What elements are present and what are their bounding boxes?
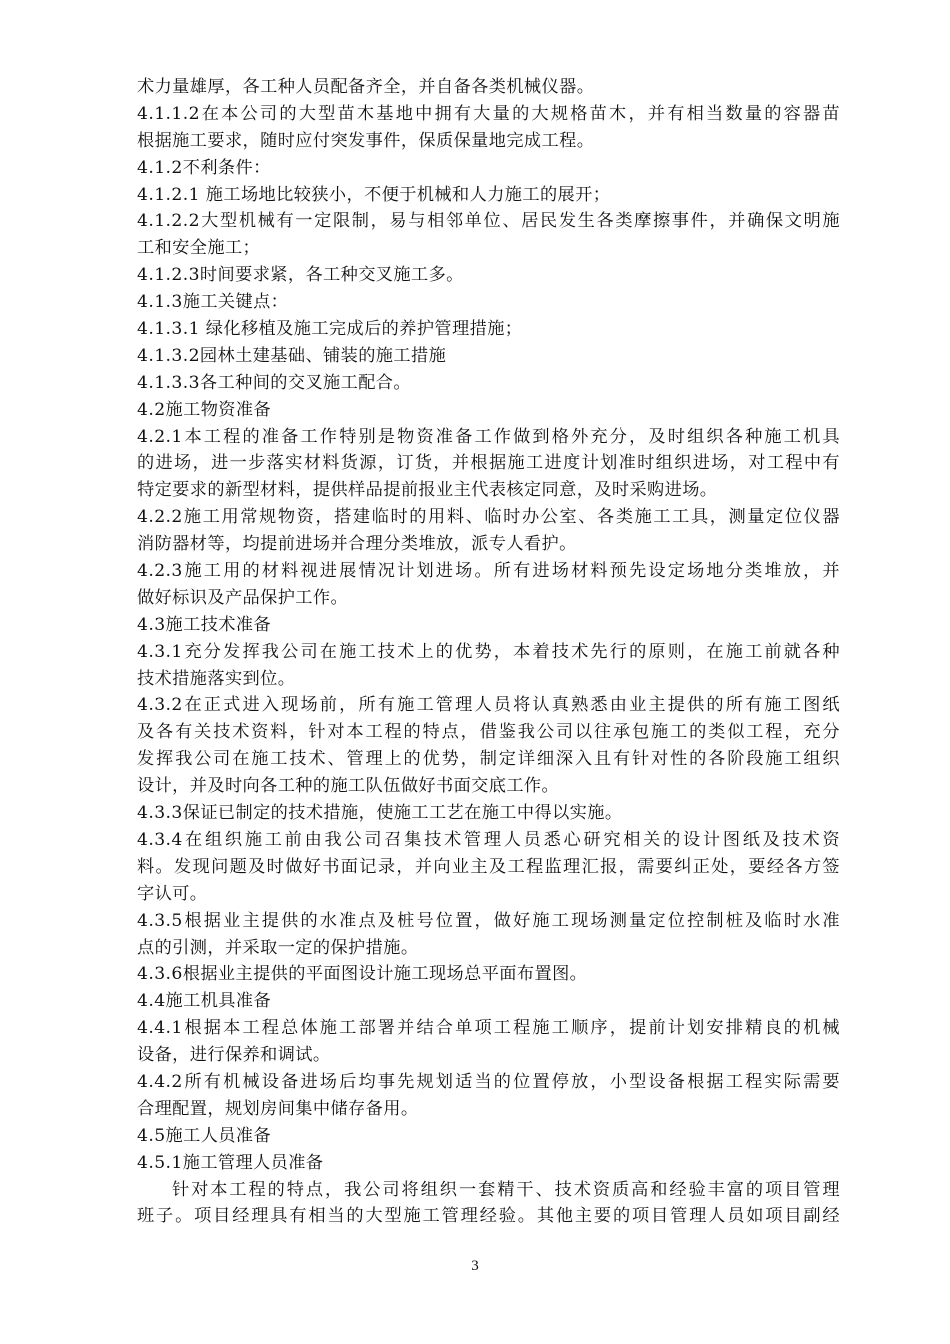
text-line: 4.1.3.3各工种间的交叉施工配合。 xyxy=(137,372,411,393)
text-line: 4.1.2.1 施工场地比较狭小，不便于机械和人力施工的展开； xyxy=(137,184,611,205)
text-line: 做好标识及产品保护工作。 xyxy=(137,587,349,608)
text-line: 班子。项目经理具有相当的大型施工管理经验。其他主要的项目管理人员如项目副经 xyxy=(137,1206,840,1227)
text-line: 4.3.2在正式进入现场前，所有施工管理人员将认真熟悉由业主提供的所有施工图纸 xyxy=(137,695,840,716)
text-line: 4.1.2.2大型机械有一定限制，易与相邻单位、居民发生各类摩擦事件，并确保文明施 xyxy=(137,211,840,232)
document-body xyxy=(137,74,840,1230)
text-line: 的进场，进一步落实材料货源，订货，并根据施工进度计划准时组织进场，对工程中有 xyxy=(137,453,840,474)
section-heading: 4.1.2不利条件： xyxy=(137,157,271,178)
text-line: 料。发现问题及时做好书面记录，并向业主及工程监理汇报，需要纠正处，要经各方签 xyxy=(137,856,840,877)
text-line: 4.3.5根据业主提供的水准点及桩号位置，做好施工现场测量定位控制桩及临时水准 xyxy=(137,910,840,931)
text-line: 4.4.2所有机械设备进场后均事先规划适当的位置停放，小型设备根据工程实际需要 xyxy=(137,1071,840,1092)
text-line: 点的引测，并采取一定的保护措施。 xyxy=(137,937,419,958)
text-line: 工和安全施工； xyxy=(137,238,261,259)
text-line: 及各有关技术资料，针对本工程的特点，借鉴我公司以往承包施工的类似工程，充分 xyxy=(137,722,840,743)
section-heading: 4.1.3施工关键点： xyxy=(137,292,289,313)
text-line: 4.3.3保证已制定的技术措施，使施工工艺在施工中得以实施。 xyxy=(137,803,623,824)
text-line: 合理配置，规划房间集中储存备用。 xyxy=(137,1098,419,1119)
text-line: 设计，并及时向各工种的施工队伍做好书面交底工作。 xyxy=(137,776,560,797)
text-line: 术力量雄厚，各工种人员配备齐全，并自备各类机械仪器。 xyxy=(137,77,595,97)
text-line: 4.2.3施工用的材料视进展情况计划进场。所有进场材料预先设定场地分类堆放，并 xyxy=(137,561,840,582)
text-line: 4.1.1.2在本公司的大型苗木基地中拥有大量的大规格苗木，并有相当数量的容器苗 xyxy=(137,103,840,124)
text-line: 4.3.1充分发挥我公司在施工技术上的优势，本着技术先行的原则，在施工前就各种 xyxy=(137,641,840,662)
text-line: 字认可。 xyxy=(137,883,208,904)
text-line: 特定要求的新型材料，提供样品提前报业主代表核定同意，及时采购进场。 xyxy=(137,480,718,501)
text-line: 设备，进行保养和调试。 xyxy=(137,1045,331,1066)
section-heading: 4.4施工机具准备 xyxy=(137,991,272,1012)
text-line: 4.2.1本工程的准备工作特别是物资准备工作做到格外充分，及时组织各种施工机具 xyxy=(137,426,840,447)
section-heading: 4.2施工物资准备 xyxy=(137,399,272,420)
paragraph-first-line: 针对本工程的特点，我公司将组织一套精干、技术资质高和经验丰富的项目管理 xyxy=(172,1179,840,1200)
text-line: 4.1.3.1 绿化移植及施工完成后的养护管理措施； xyxy=(137,319,523,340)
text-line: 4.4.1根据本工程总体施工部署并结合单项工程施工顺序，提前计划安排精良的机械 xyxy=(137,1018,840,1039)
text-line: 消防器材等，均提前进场并合理分类堆放，派专人看护。 xyxy=(137,534,577,555)
text-line: 4.3.4在组织施工前由我公司召集技术管理人员悉心研究相关的设计图纸及技术资 xyxy=(137,829,840,850)
text-line: 发挥我公司在施工技术、管理上的优势，制定详细深入且有针对性的各阶段施工组织 xyxy=(137,749,840,770)
text-line: 根据施工要求，随时应付突发事件，保质保量地完成工程。 xyxy=(137,130,595,151)
section-heading: 4.5.1施工管理人员准备 xyxy=(137,1152,324,1173)
page-number: 3 xyxy=(471,1258,479,1274)
text-line: 4.1.2.3时间要求紧，各工种交叉施工多。 xyxy=(137,265,464,286)
section-heading: 4.5施工人员准备 xyxy=(137,1125,272,1146)
section-heading: 4.3施工技术准备 xyxy=(137,614,272,635)
text-line: 4.3.6根据业主提供的平面图设计施工现场总平面布置图。 xyxy=(137,964,588,985)
text-line: 4.1.3.2园林土建基础、铺装的施工措施 xyxy=(137,345,447,366)
text-line: 4.2.2施工用常规物资，搭建临时的用料、临时办公室、各类施工工具，测量定位仪器 xyxy=(137,507,840,528)
text-line: 技术措施落实到位。 xyxy=(137,668,296,689)
